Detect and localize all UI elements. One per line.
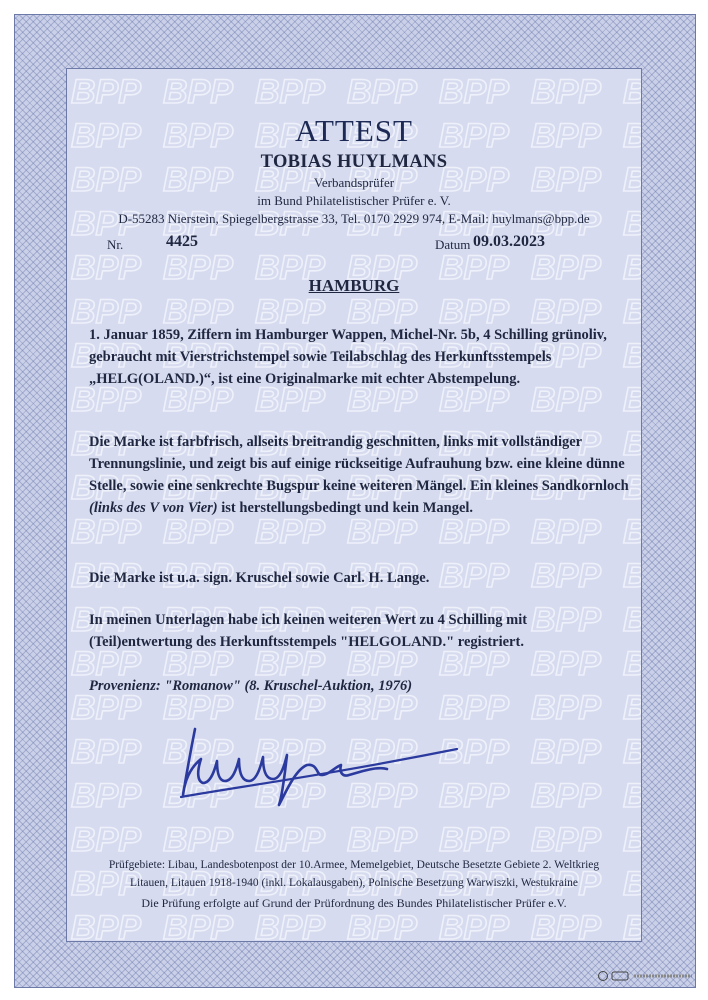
paragraph-registry: In meinen Unterlagen habe ich keinen weiteren Wert zu 4 Schilling mit (Teil)entwertung des Herkunftsstempels "HELGOLAND." registriert. — [89, 612, 528, 650]
provenance-value: "Romanow" (8. Kruschel-Auktion, 1976) — [164, 678, 413, 694]
examiner-role: Verbandsprüfer — [313, 175, 395, 190]
association-line: im Bund Philatelistischer Prüfer e. V. — [257, 193, 451, 208]
certificate-number: 4425 — [166, 233, 198, 250]
condition-text-a: Die Marke ist farbfrisch, allseits breitrandig geschnitten, links mit vollständiger Trennungslinie, und zeigt bis auf einige rückseitige Aufrauhung bzw. eine kleine dünne Stelle, sowie eine senkrechte Bugspur keine weiteren Mängel. Ein kleines Sandkornloch — [89, 434, 629, 494]
paragraph-description: 1. Januar 1859, Ziffern im Hamburger Wappen, Michel-Nr. 5b, 4 Schilling grünoliv, gebraucht mit Vierstrichstempel sowie Teilabschlag des Herkunftsstempels „HELG(OLAND.)“, ist eine Originalmarke mit echter Abstempelung. — [89, 327, 607, 387]
address-line: D-55283 Nierstein, Spiegelbergstrasse 33, Tel. 0170 2929 974, E-Mail: huylmans@bpp.de — [118, 211, 590, 226]
certificate-panel — [66, 68, 642, 942]
provenance-label: Provenienz: — [89, 678, 161, 694]
paragraph-condition — [89, 431, 629, 519]
security-logos-icon — [598, 970, 694, 982]
examination-areas-line-1: Prüfgebiete: Libau, Landesbotenpost der 10.Armee, Memelgebiet, Deutsche Besetzte Gebiete 2. Weltkrieg — [108, 859, 600, 871]
examiner-name: TOBIAS HUYLMANS — [260, 152, 448, 172]
condition-text-b: ist herstellungsbedingt und kein Mangel. — [217, 500, 474, 516]
paragraph-provenance — [89, 675, 629, 697]
certificate-date: 09.03.2023 — [473, 233, 545, 250]
paragraph-signatures: Die Marke ist u.a. sign. Kruschel sowie Carl. H. Lange. — [89, 570, 430, 586]
examination-areas-line-2: Litauen, Litauen 1918-1940 (inkl. Lokalausgaben), Polnische Besetzung Warwiszki, Westukraine — [129, 877, 579, 889]
date-label: Datum — [435, 237, 471, 252]
stamp-area-heading: HAMBURG — [308, 276, 400, 295]
examiner-signature — [157, 709, 477, 819]
number-label: Nr. — [107, 237, 124, 252]
condition-text-italic: (links des V von Vier) — [89, 500, 218, 516]
certificate-title: ATTEST — [295, 113, 413, 148]
regulation-note: Die Prüfung erfolgte auf Grund der Prüfordnung des Bundes Philatelistischer Prüfer e.V. — [141, 896, 567, 910]
